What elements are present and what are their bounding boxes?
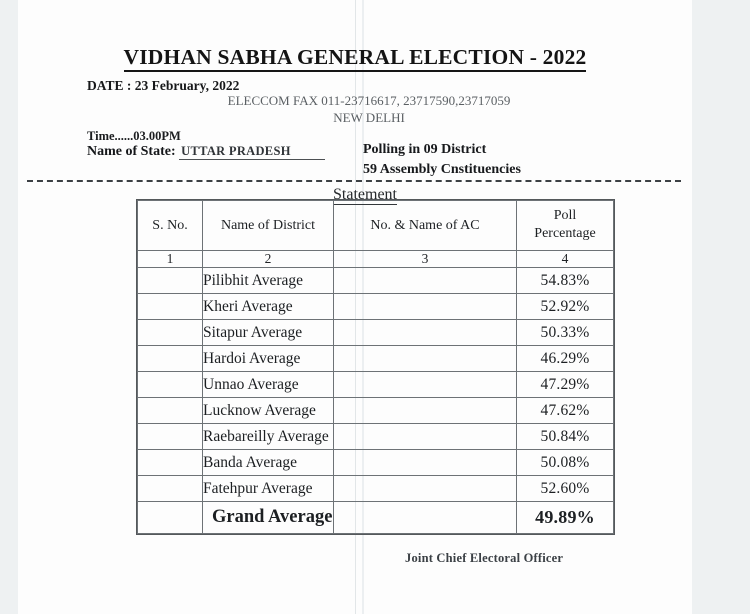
table-row [138, 294, 614, 320]
cell-ac [334, 398, 517, 424]
scanned-page [18, 0, 692, 614]
cell-poll-percentage: 47.29% [517, 372, 614, 398]
statement-table-container [137, 200, 613, 534]
cell-district-text: Lucknow Average [203, 401, 316, 419]
cell-poll-percentage: 52.60% [517, 476, 614, 502]
column-number-2: 2 [203, 251, 334, 268]
cell-district [203, 450, 334, 476]
cell-district [203, 398, 334, 424]
cell-ac [334, 424, 517, 450]
date-line: DATE : 23 February, 2022 [87, 78, 240, 93]
table-row [138, 450, 614, 476]
fax-number-line: ELECCOM FAX 011-23716617, 23717590,23717059 [227, 93, 511, 108]
column-header-sno: S. No. [138, 201, 203, 251]
cell-poll-percentage: 50.33% [517, 320, 614, 346]
table-row [138, 320, 614, 346]
cell-district-text: Raebareilly Average [203, 427, 329, 445]
table-row [138, 346, 614, 372]
column-number-4: 4 [517, 251, 614, 268]
cell-ac [334, 294, 517, 320]
cell-ac [334, 372, 517, 398]
signature-block: Joint Chief Electoral Officer [405, 551, 564, 565]
table-row [138, 476, 614, 502]
fax-contact-block [18, 92, 692, 126]
table-row [138, 372, 614, 398]
cell-poll-percentage: 50.08% [517, 450, 614, 476]
cell-district-text: Unnao Average [203, 375, 299, 393]
cell-district-text: Grand Average [212, 507, 333, 527]
column-number-3: 3 [334, 251, 517, 268]
statement-table [137, 200, 614, 534]
cell-district-text: Kheri Average [203, 297, 293, 315]
column-number-1: 1 [138, 251, 203, 268]
cell-district [203, 476, 334, 502]
cell-ac [334, 320, 517, 346]
cell-sno [138, 476, 203, 502]
cell-sno [138, 450, 203, 476]
cell-sno [138, 424, 203, 450]
cell-district-text: Pilibhit Average [203, 271, 304, 289]
column-header-poll-percentage [517, 201, 614, 251]
state-line [87, 144, 325, 160]
table-row [138, 424, 614, 450]
cell-sno [138, 346, 203, 372]
statement-heading-text: Statement [333, 186, 397, 203]
column-header-ac: No. & Name of AC [334, 201, 517, 251]
cell-poll-percentage: 54.83% [517, 268, 614, 294]
cell-ac [334, 268, 517, 294]
page-title [18, 45, 692, 70]
table-column-number-row [138, 251, 614, 268]
cell-district [203, 268, 334, 294]
cell-district-text: Sitapur Average [203, 323, 303, 341]
cell-sno [138, 294, 203, 320]
polling-district-count: Polling in 09 District [363, 142, 487, 157]
cell-district-text: Banda Average [203, 453, 297, 471]
column-header-district: Name of District [203, 201, 334, 251]
time-line: Time......03.00PM [87, 129, 181, 143]
cell-sno [138, 398, 203, 424]
cell-poll-percentage: 52.92% [517, 294, 614, 320]
statement-table-body [138, 268, 614, 534]
city-line: NEW DELHI [333, 110, 405, 125]
table-header-row [138, 201, 614, 251]
cell-district-text: Fatehpur Average [203, 479, 313, 497]
cell-sno [138, 502, 203, 534]
cell-ac [334, 476, 517, 502]
polling-ac-count: 59 Assembly Cnstituencies [363, 162, 521, 177]
state-value: UTTAR PRADESH [179, 144, 325, 160]
cell-district [203, 424, 334, 450]
cell-district [203, 346, 334, 372]
cell-poll-percentage: 46.29% [517, 346, 614, 372]
table-row [138, 398, 614, 424]
cell-poll-percentage: 47.62% [517, 398, 614, 424]
cell-district-text: Hardoi Average [203, 349, 301, 367]
cell-sno [138, 268, 203, 294]
cell-sno [138, 320, 203, 346]
dashed-divider [27, 180, 681, 182]
column-header-poll-line2: Percentage [534, 226, 596, 241]
cell-sno [138, 372, 203, 398]
table-row [138, 268, 614, 294]
table-row-grand-average [138, 502, 614, 534]
cell-district [203, 502, 334, 534]
cell-district [203, 320, 334, 346]
state-label: Name of State: [87, 144, 176, 159]
polling-summary [363, 140, 521, 180]
cell-ac [334, 346, 517, 372]
column-header-poll-line1: Poll [553, 208, 577, 223]
cell-poll-percentage: 49.89% [517, 502, 614, 534]
cell-ac [334, 502, 517, 534]
cell-district [203, 294, 334, 320]
page-title-text: VIDHAN SABHA GENERAL ELECTION - 2022 [124, 45, 587, 72]
cell-district [203, 372, 334, 398]
cell-ac [334, 450, 517, 476]
cell-poll-percentage: 50.84% [517, 424, 614, 450]
